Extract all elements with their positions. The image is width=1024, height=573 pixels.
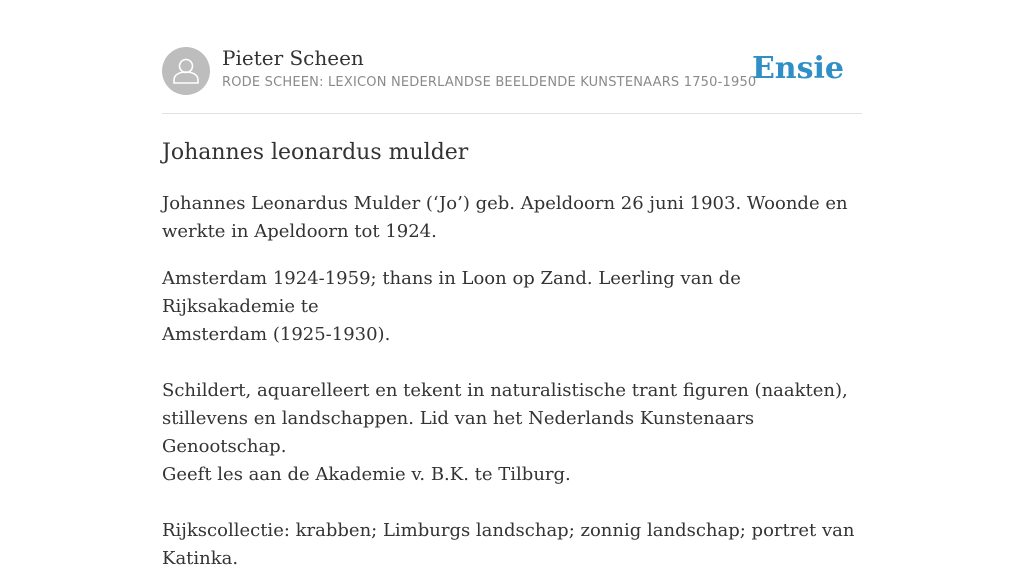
- paragraph-1: Johannes Leonardus Mulder (‘Jo’) geb. Apeldoorn 26 juni 1903. Woonde en werkte in Apeldoorn tot 1924.: [162, 193, 848, 242]
- entry-title: Johannes leonardus mulder: [162, 140, 469, 165]
- entry-body: [162, 190, 862, 573]
- user-avatar-icon[interactable]: [162, 47, 210, 95]
- source-label[interactable]: RODE SCHEEN: LEXICON NEDERLANDSE BEELDENDE KUNSTENAARS 1750-1950: [222, 75, 757, 90]
- ensie-logo[interactable]: Ensie: [751, 51, 844, 86]
- author-name[interactable]: Pieter Scheen: [222, 46, 364, 70]
- entry-header: [162, 0, 862, 114]
- paragraph-2: Amsterdam 1924-1959; thans in Loon op Zand. Leerling van de Rijksakademie te Amsterdam (1925-1930). Schildert, aquarelleert en tekent in naturalistische trant figuren (naakten), stillevens en landschappen. Lid van het Nederlands Kunstenaars Genootschap. Geeft les aan de Akademie v. B.K. te Tilburg. Rijkscollectie: krabben; Limburgs landschap; zonnig landschap; portret van Katinka.: [162, 268, 855, 569]
- entry-card: [162, 0, 862, 569]
